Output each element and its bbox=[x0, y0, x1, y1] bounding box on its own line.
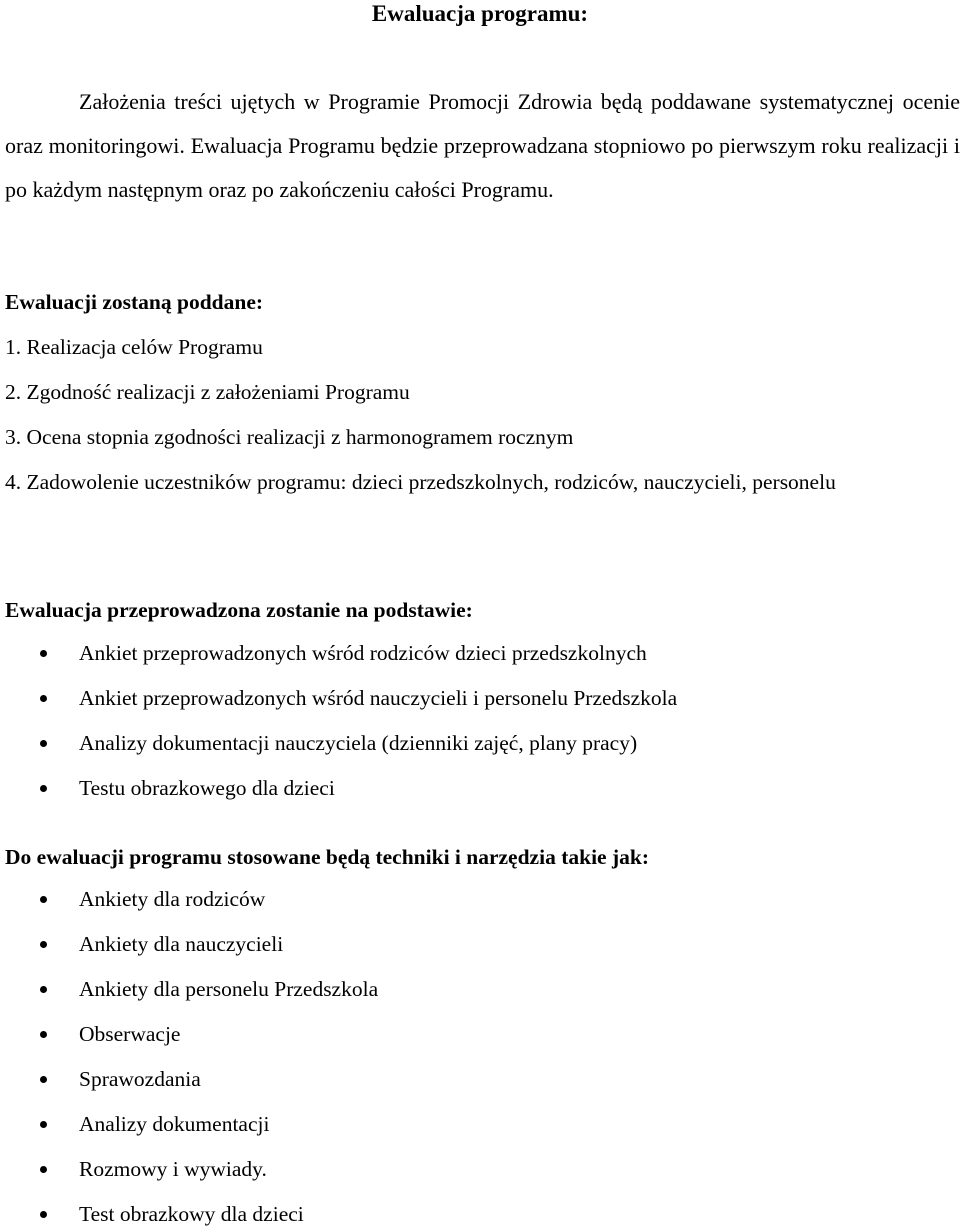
bullet-text: Ankiety dla rodziców bbox=[79, 887, 266, 911]
bullet-text: Ankiet przeprowadzonych wśród nauczycieli i personelu Przedszkola bbox=[79, 686, 678, 710]
bullet-text: Sprawozdania bbox=[79, 1067, 201, 1091]
bullet-dot-icon bbox=[40, 1031, 47, 1038]
numbered-item: 4. Zadowolenie uczestników programu: dzieci przedszkolnych, rodziców, nauczycieli, personelu bbox=[5, 470, 836, 494]
bullet-dot-icon bbox=[40, 1076, 47, 1083]
bullet-dot-icon bbox=[40, 1166, 47, 1173]
bullet-text: Analizy dokumentacji nauczyciela (dzienniki zajęć, plany pracy) bbox=[79, 731, 638, 755]
bullet-dot-icon bbox=[40, 785, 47, 792]
bullet-text: Ankiety dla personelu Przedszkola bbox=[79, 977, 379, 1001]
intro-paragraph: Założenia treści ujętych w Programie Promocji Zdrowia będą poddawane systematycznej ocenie oraz monitoringowi. Ewaluacja Programu będzie przeprowadzana stopniowo po pierwszym roku realizacji i po każdym następnym oraz po zakończeniu całości Programu. bbox=[5, 89, 960, 202]
bullet-dot-icon bbox=[40, 941, 47, 948]
bullet-text: Rozmowy i wywiady. bbox=[79, 1157, 267, 1181]
page-title: Ewaluacja programu: bbox=[371, 1, 589, 26]
bullet-text: Ankiety dla nauczycieli bbox=[79, 932, 284, 956]
numbered-item: 3. Ocena stopnia zgodności realizacji z harmonogramem rocznym bbox=[5, 425, 574, 449]
bullet-text: Analizy dokumentacji bbox=[79, 1112, 270, 1136]
bullet-text: Obserwacje bbox=[79, 1022, 181, 1046]
bullet-dot-icon bbox=[40, 695, 47, 702]
bullet-dot-icon bbox=[40, 740, 47, 747]
bullet-dot-icon bbox=[40, 1211, 47, 1218]
bullet-dot-icon bbox=[40, 650, 47, 657]
section-heading-tools: Do ewaluacji programu stosowane będą techniki i narzędzia takie jak: bbox=[5, 845, 649, 869]
bullet-text: Test obrazkowy dla dzieci bbox=[79, 1202, 304, 1226]
bullet-text: Testu obrazkowego dla dzieci bbox=[79, 776, 335, 800]
numbered-item: 1. Realizacja celów Programu bbox=[5, 335, 263, 359]
bullet-text: Ankiet przeprowadzonych wśród rodziców dzieci przedszkolnych bbox=[79, 641, 647, 665]
section-heading-evaluated: Ewaluacji zostaną poddane: bbox=[5, 290, 264, 314]
section-heading-basis: Ewaluacja przeprowadzona zostanie na podstawie: bbox=[5, 598, 473, 622]
bullet-dot-icon bbox=[40, 896, 47, 903]
bullet-dot-icon bbox=[40, 986, 47, 993]
numbered-item: 2. Zgodność realizacji z założeniami Programu bbox=[5, 380, 410, 404]
bullet-dot-icon bbox=[40, 1121, 47, 1128]
